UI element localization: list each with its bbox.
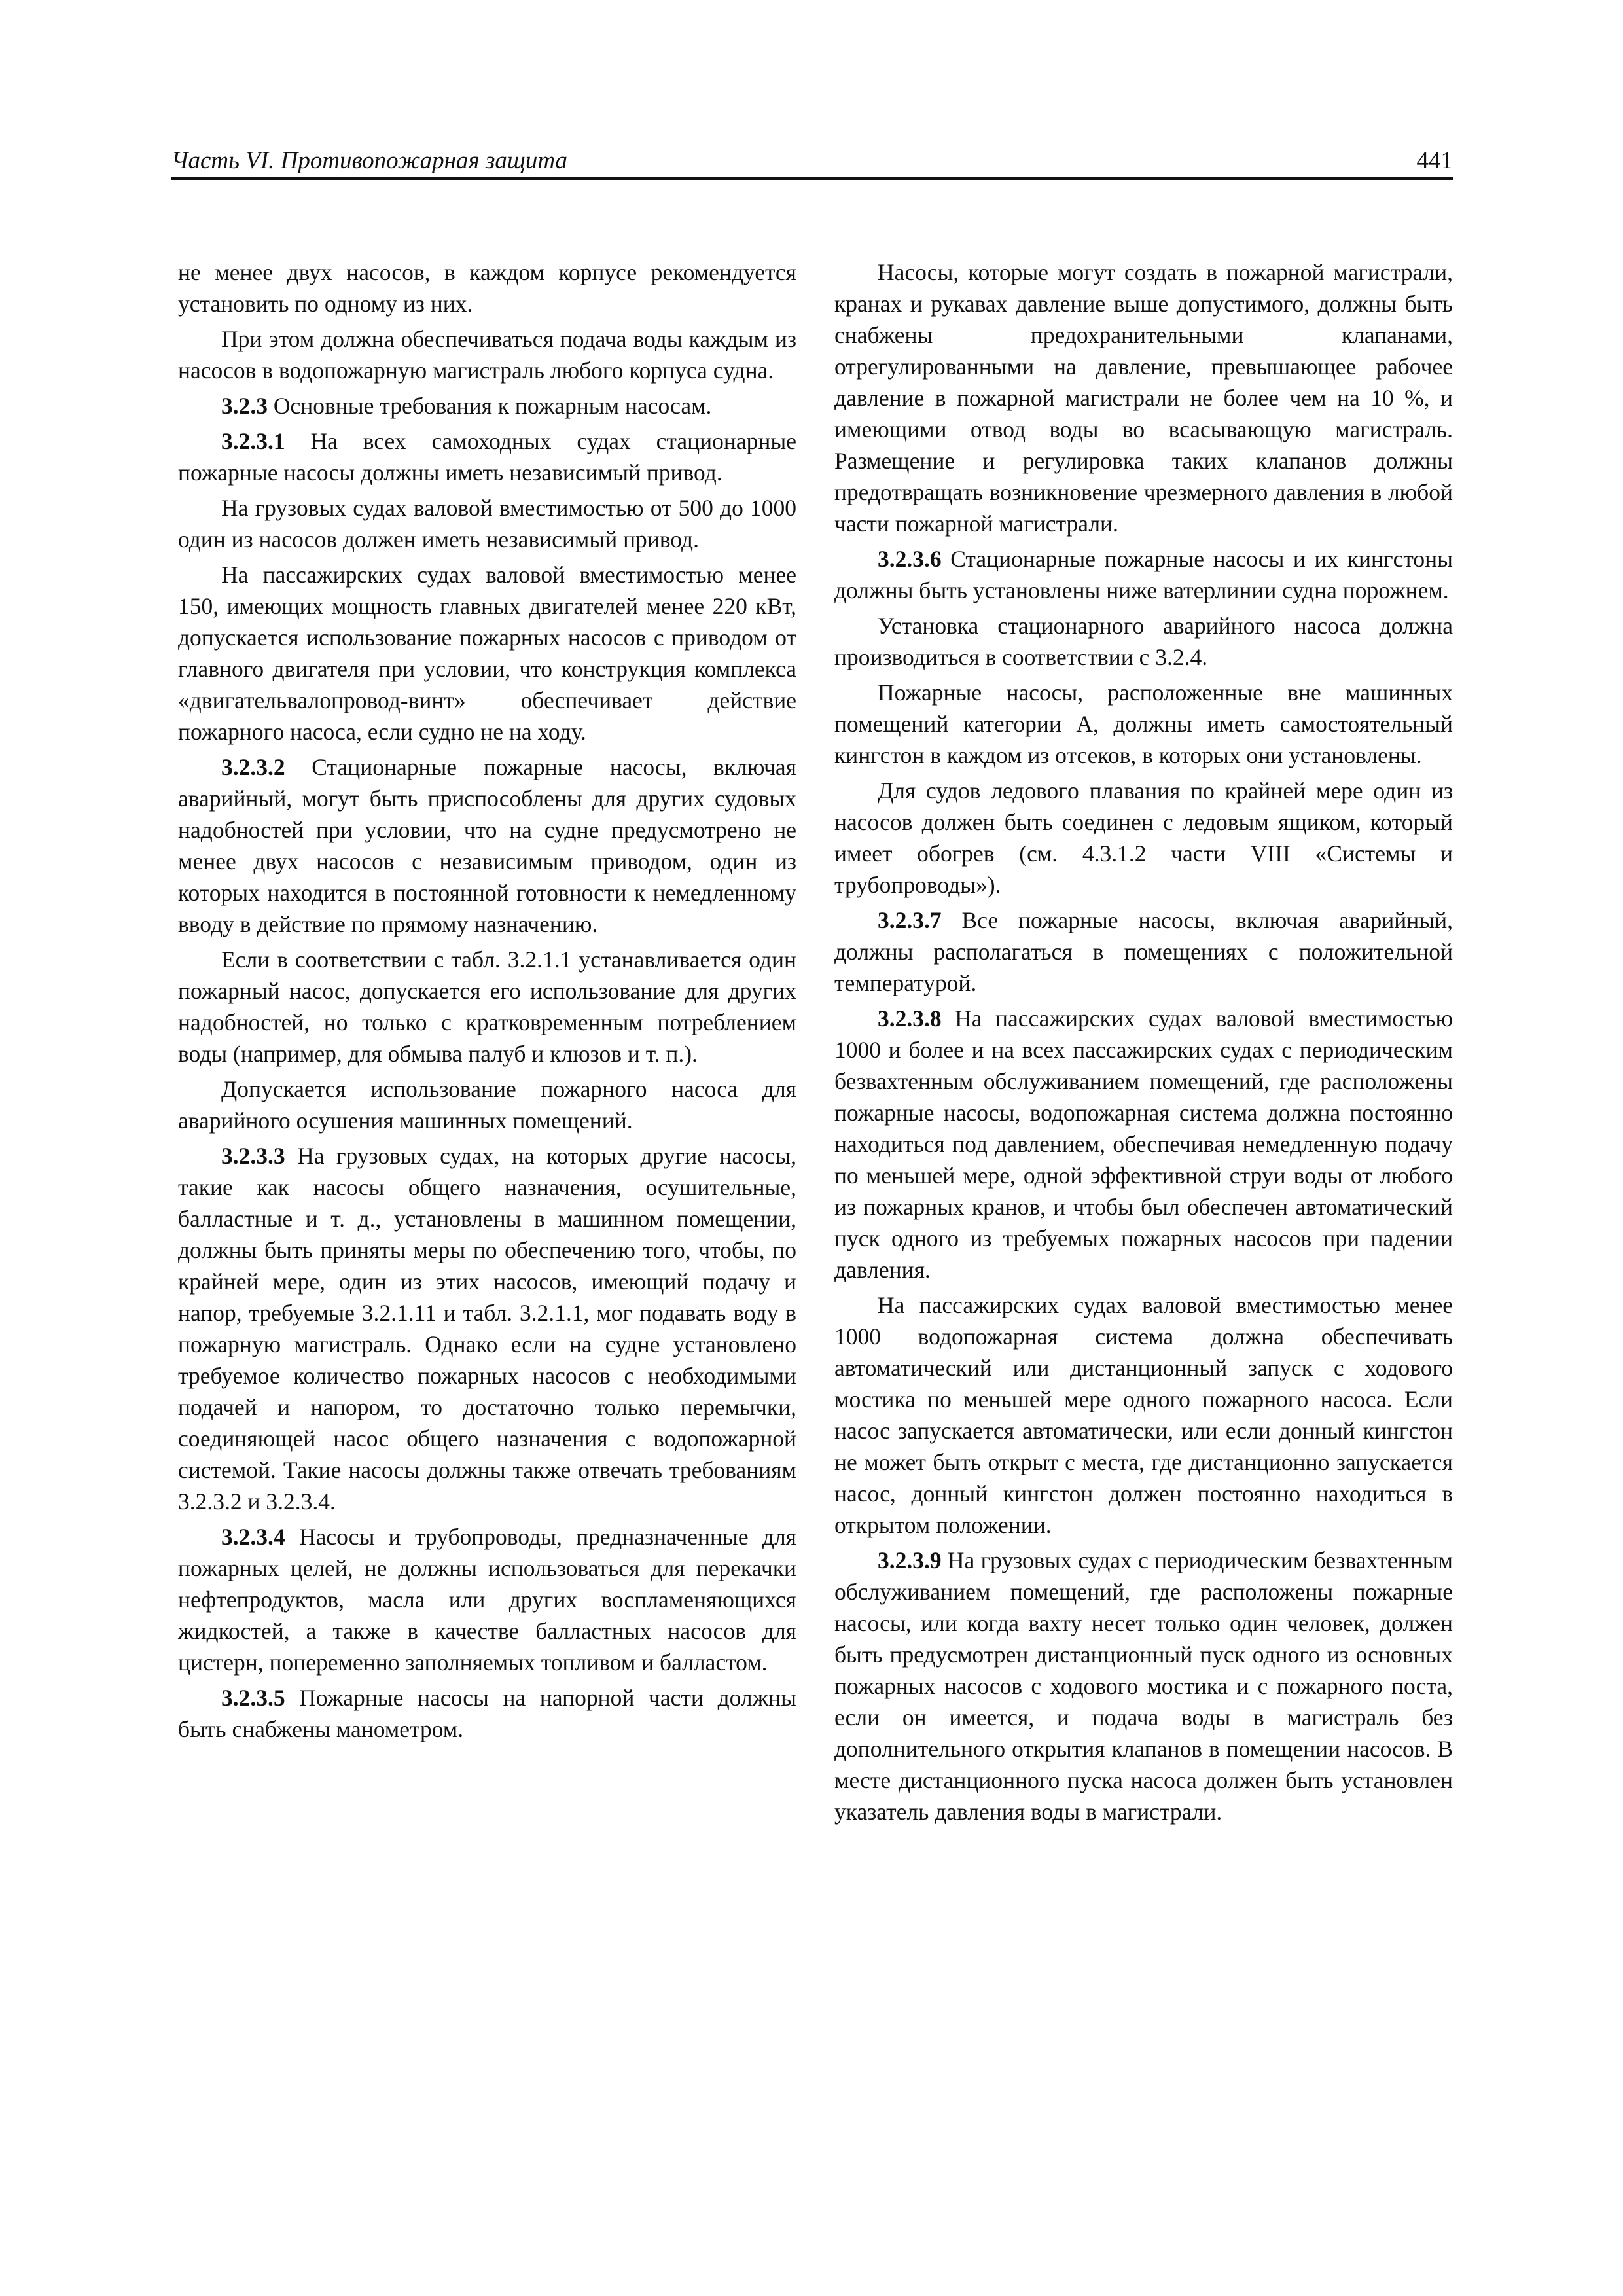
paragraph-text: Все пожарные насосы, включая аварийный, должны располагаться в помещениях с положительной температурой. [834, 907, 1453, 996]
paragraph [178, 944, 796, 1069]
paragraph [178, 257, 796, 319]
paragraph-text: Основные требования к пожарным насосам. [273, 393, 712, 419]
page-number: 441 [1416, 147, 1453, 174]
paragraph [178, 1682, 796, 1745]
paragraph-text: Насосы и трубопроводы, предназначенные для пожарных целей, не должны использоваться для перекачки нефтепродуктов, масла или других воспламеняющихся жидкостей, а также в качестве балластных насосов для цистерн, попеременно заполняемых топливом и балластом. [178, 1524, 797, 1676]
clause-number: 3.2.3.6 [878, 546, 942, 572]
paragraph [178, 559, 796, 747]
paragraph [834, 610, 1453, 673]
paragraph-text: Установка стационарного аварийного насоса должна производиться в соответствии с 3.2.4. [834, 613, 1453, 670]
running-header [171, 145, 1453, 178]
paragraph [178, 323, 796, 386]
clause-number: 3.2.3.7 [878, 907, 942, 933]
paragraph-text: Стационарные пожарные насосы и их кингстоны должны быть установлены ниже ватерлинии судна порожнем. [834, 546, 1454, 603]
left-text-column [178, 257, 796, 1749]
paragraph [834, 543, 1453, 606]
paragraph-text: Допускается использование пожарного насоса для аварийного осушения машинных помещений. [178, 1076, 796, 1134]
clause-number: 3.2.3.9 [878, 1547, 942, 1573]
paragraph [178, 1073, 796, 1136]
paragraph [834, 1289, 1453, 1541]
paragraph [834, 677, 1453, 771]
clause-number: 3.2.3.3 [221, 1143, 285, 1169]
paragraph-text: Стационарные пожарные насосы, включая аварийный, могут быть приспособлены для других судовых надобностей при условии, что на судне предусмотрено не менее двух насосов с независимым приводом, один из которых находится в постоянной готовности к немедленному вводу в действие по прямому назначению. [178, 754, 796, 937]
clause-number: 3.2.3 [221, 393, 268, 419]
paragraph-text: На грузовых судах с периодическим безвахтенным обслуживанием помещений, где расположены пожарные насосы, или когда вахту несет только один человек, должен быть предусмотрен дистанционный пуск одного из основных пожарных насосов с ходового мостика и с пожарного поста, если он имеется, и подача воды в магистраль без дополнительного открытия клапанов в помещении насосов. В месте дистанционного пуска насоса должен быть установлен указатель давления воды в магистрали. [834, 1547, 1453, 1825]
paragraph-text: Пожарные насосы на напорной части должны быть снабжены манометром. [178, 1685, 797, 1742]
paragraph-text: Пожарные насосы, расположенные вне машинных помещений категории А, должны иметь самостоятельный кингстон в каждом из отсеков, в которых они установлены. [834, 679, 1453, 768]
right-text-column [834, 257, 1453, 1831]
paragraph-text: Для судов ледового плавания по крайней мере один из насосов должен быть соединен с ледовым ящиком, который имеет обогрев (см. 4.3.1.2 части VIII «Системы и трубопроводы»). [834, 778, 1453, 898]
paragraph [834, 257, 1453, 539]
paragraph-text: При этом должна обеспечиваться подача воды каждым из насосов в водопожарную магистраль любого корпуса судна. [178, 326, 796, 384]
paragraph-text: не менее двух насосов, в каждом корпусе рекомендуется установить по одному из них. [178, 259, 796, 317]
paragraph-text: Если в соответствии с табл. 3.2.1.1 устанавливается один пожарный насос, допускается его использование для других надобностей, но только с кратковременным потреблением воды (например, для обмыва палуб и клюзов и т. п.). [178, 946, 796, 1067]
paragraph-text: На пассажирских судах валовой вместимостью 1000 и более и на всех пассажирских судах с периодическим безвахтенным обслуживанием помещений, где расположены пожарные насосы, водопожарная система должна постоянно находиться под давлением, обеспечивая немедленную подачу по меньшей мере, одной эффективной струи воды от любого из пожарных кранов, и чтобы был обеспечен автоматический пуск одного из требуемых пожарных насосов при падении давления. [834, 1005, 1453, 1283]
paragraph [178, 1521, 796, 1678]
paragraph [178, 492, 796, 555]
paragraph-text: Насосы, которые могут создать в пожарной магистрали, кранах и рукавах давление выше допустимого, должны быть снабжены предохранительными клапанами, отрегулированными на давление, превышающее рабочее давление в пожарной магистрали не более чем на 10 %, и имеющими отвод воды во всасывающую магистраль. Размещение и регулировка таких клапанов должны предотвращать возникновение чрезмерного давления в любой части пожарной магистрали. [834, 259, 1453, 537]
header-rule [171, 177, 1453, 180]
clause-number: 3.2.3.4 [221, 1524, 285, 1550]
clause-number: 3.2.3.8 [878, 1005, 942, 1031]
paragraph-text: На грузовых судах валовой вместимостью от 500 до 1000 один из насосов должен иметь независимый привод. [178, 495, 796, 552]
paragraph [178, 751, 796, 940]
paragraph-text: На всех самоходных судах стационарные пожарные насосы должны иметь независимый привод. [178, 428, 796, 486]
paragraph [834, 1003, 1453, 1285]
paragraph [178, 1140, 796, 1517]
paragraph-text: На пассажирских судах валовой вместимостью менее 1000 водопожарная система должна обеспечивать автоматический или дистанционный запуск с ходового мостика по меньшей мере одного пожарного насоса. Если насос запускается автоматически, или если донный кингстон не может быть открыт с места, где дистанционно запускается насос, донный кингстон должен постоянно находиться в открытом положении. [834, 1292, 1453, 1538]
running-header-title: Часть VI. Противопожарная защита [171, 147, 568, 174]
paragraph [834, 775, 1453, 901]
clause-number: 3.2.3.2 [221, 754, 285, 780]
clause-number: 3.2.3.5 [221, 1685, 285, 1711]
paragraph [834, 1545, 1453, 1827]
clause-number: 3.2.3.1 [221, 428, 285, 454]
paragraph [178, 390, 796, 422]
paragraph [834, 905, 1453, 999]
paragraph-text: На грузовых судах, на которых другие насосы, такие как насосы общего назначения, осушительные, балластные и т. д., установлены в машинном помещении, должны быть приняты меры по обеспечению того, чтобы, по крайней мере, один из этих насосов, имеющий подачу и напор, требуемые 3.2.1.11 и табл. 3.2.1.1, мог подавать воду в пожарную магистраль. Однако если на судне установлено требуемое количество пожарных насосов с необходимыми подачей и напором, то достаточно только перемычки, соединяющей насос общего назначения с водопожарной системой. Такие насосы должны также отвечать требованиям 3.2.3.2 и 3.2.3.4. [178, 1143, 797, 1515]
paragraph [178, 425, 796, 488]
paragraph-text: На пассажирских судах валовой вместимостью менее 150, имеющих мощность главных двигателей менее 220 кВт, допускается использование пожарных насосов с приводом от главного двигателя при условии, что конструкция комплекса «двигательвалопровод-винт» обеспечивает действие пожарного насоса, если судно не на ходу. [178, 562, 796, 745]
